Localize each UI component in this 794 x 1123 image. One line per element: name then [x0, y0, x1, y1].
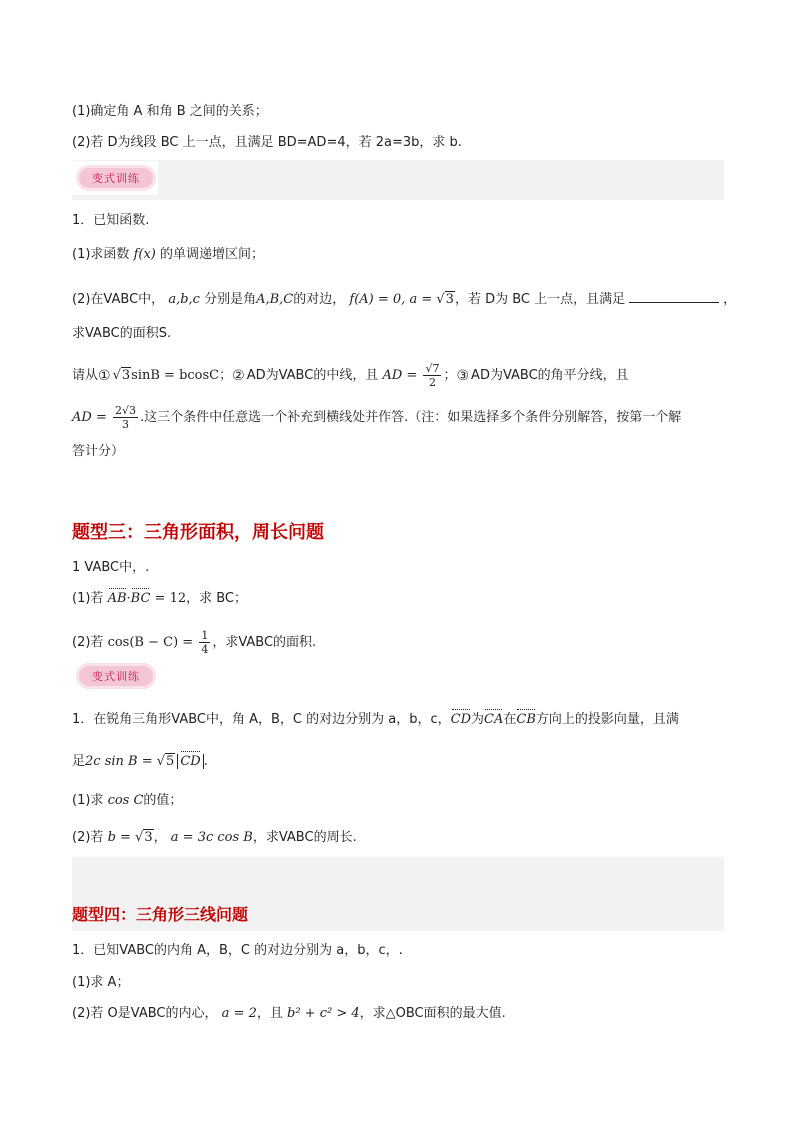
text: ；	[443, 368, 457, 383]
variant1-q1	[72, 247, 264, 263]
text: (1)求	[72, 793, 104, 808]
text: ，且	[256, 1006, 283, 1021]
a-expr: a = 3c cos B	[170, 830, 253, 845]
text: 的对边，	[293, 292, 346, 307]
a-expr: a = 2	[221, 1006, 257, 1021]
ad-expr: AD =	[72, 410, 111, 425]
section4-problem1: 1．已知VABC的内角 A，B，C 的对边分别为 a，b，c，.	[72, 943, 403, 958]
fraction-sqrt7-2: $\frac{√7}{2}$	[425, 362, 440, 389]
text: .	[203, 754, 208, 769]
circled-2: ②	[232, 367, 245, 384]
cos-c: cos C	[107, 793, 144, 808]
section3-q1	[72, 591, 247, 607]
text: 分别是角	[204, 292, 257, 307]
variant-band-1	[72, 160, 724, 200]
text: ，	[723, 292, 737, 307]
section4-q2	[72, 1006, 506, 1022]
text: (1)若	[72, 591, 104, 606]
section3-variant-q2	[72, 830, 357, 846]
variant1-intro: 1．已知函数.	[72, 213, 150, 228]
text: .这三个条件中任意选一个补充到横线处并作答.（注：如果选择多个条件分别解答，按第一个解	[139, 410, 682, 425]
text: 1．在锐角三角形VABC中，角 A，B，C 的对边分别为 a，b，c，	[72, 712, 451, 727]
fraction-2sqrt3-3: $\frac{2√3}{3}$	[114, 404, 136, 431]
text: ，求VABC的面积.	[212, 635, 317, 650]
text: 方向上的投影向量，且满	[535, 712, 679, 727]
text: (2)若 O是VABC的内心，	[72, 1006, 218, 1021]
dot: ·	[126, 591, 131, 606]
text: (2)在	[72, 292, 104, 307]
condition-3-line3: 答计分）	[72, 444, 125, 459]
cos-expr: cos(B − C) =	[107, 635, 198, 650]
text: (2)若	[72, 635, 104, 650]
section3-q2	[72, 629, 316, 656]
sqrt-5: √5	[156, 754, 175, 769]
abs-cd: CD	[177, 754, 203, 769]
condition: f(A) = 0, a =	[349, 292, 437, 307]
condition-1: sinB = bcosC	[131, 368, 220, 383]
variant-badge-1: 变式训练	[76, 165, 156, 191]
text: (2)若	[72, 830, 104, 845]
text: 的单调递增区间；	[160, 247, 265, 262]
sqrt-3: √3	[135, 830, 153, 845]
prev-question-1: (1)确定角 A 和角 B 之间的关系；	[72, 104, 268, 119]
value: = 12	[150, 591, 187, 606]
vector-ca: CA	[484, 712, 504, 727]
choose-conditions	[72, 362, 629, 389]
section3-problem1: 1 VABC中，.	[72, 560, 150, 575]
variant1-q2-line2: 求VABC的面积S.	[72, 326, 172, 341]
text: 请从	[72, 368, 99, 383]
text: 在	[503, 712, 517, 727]
vector-bc: BC	[130, 591, 151, 606]
vector-cd: CD	[450, 712, 472, 727]
section3-title: 题型三：三角形面积，周长问题	[72, 522, 324, 543]
text: ，若 D为 BC 上一点，且满足	[454, 292, 626, 307]
section3-variant-intro	[72, 712, 679, 728]
vector-ab: AB	[107, 591, 127, 606]
variant1-q2	[72, 290, 736, 308]
sqrt-3: √3	[112, 368, 131, 383]
inequality: b² + c² > 4	[287, 1006, 360, 1021]
text: ，求VABC的周长.	[252, 830, 357, 845]
condition-3-line2	[72, 404, 681, 431]
triangle-label: VABC	[103, 292, 139, 307]
angles: A,B,C	[256, 292, 294, 307]
text: ；	[219, 368, 233, 383]
text: 为	[471, 712, 485, 727]
text: ，	[153, 830, 167, 845]
expr: 2c sin B =	[85, 754, 157, 769]
vector-cb: CB	[516, 712, 536, 727]
condition-2: AD为VABC的中线，且	[246, 368, 379, 383]
circled-1: ①	[98, 367, 111, 384]
circled-3: ③	[456, 367, 470, 384]
sqrt-3: √3	[436, 292, 454, 307]
section4-title: 题型四：三角形三线问题	[72, 905, 249, 924]
b-expr: b =	[107, 830, 136, 845]
text: ，求△OBC面积的最大值.	[359, 1006, 506, 1021]
sides: a,b,c	[168, 292, 200, 307]
answer-blank[interactable]	[629, 290, 719, 303]
text: 中，	[138, 292, 165, 307]
variant-badge-2: 变式训练	[76, 663, 156, 689]
text: (1)求函数	[72, 247, 130, 262]
function-f: f(x)	[133, 247, 156, 262]
text: 足	[72, 754, 86, 769]
section3-variant-line2	[72, 754, 208, 770]
text: ，求 BC；	[186, 591, 248, 606]
section3-variant-q1	[72, 793, 182, 809]
condition-3: AD为VABC的角平分线，且	[471, 368, 629, 383]
text: 的值；	[143, 793, 183, 808]
fraction-1-4: $\frac{1}{4}$	[201, 629, 209, 656]
prev-question-2: (2)若 D为线段 BC 上一点，且满足 BD=AD=4，若 2a=3b，求 b.	[72, 135, 462, 150]
ad-expr: AD =	[382, 368, 422, 383]
section4-q1: (1)求 A；	[72, 975, 130, 990]
